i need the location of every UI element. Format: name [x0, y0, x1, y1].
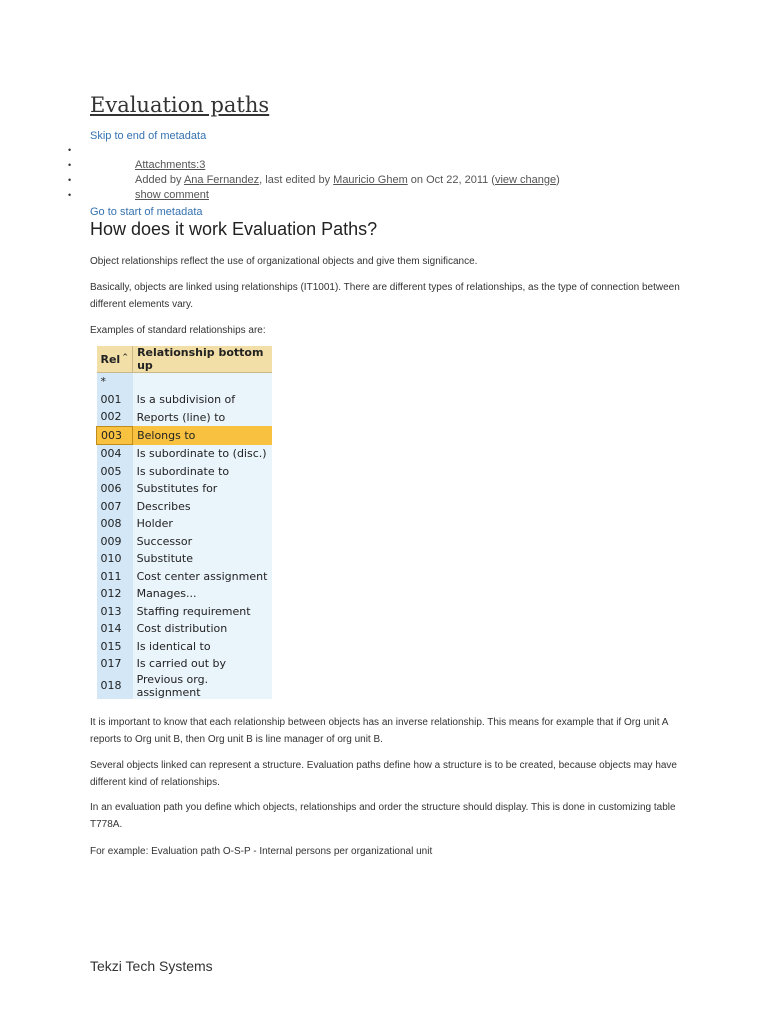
header-rel[interactable]: Rel ^: [97, 346, 133, 373]
rel-desc-cell: [133, 373, 273, 391]
rel-desc-cell: Is subordinate to: [133, 463, 273, 481]
table-header-row: [97, 346, 273, 373]
rel-desc-cell: Reports (line) to: [133, 408, 273, 426]
edited-by-label: , last edited by: [259, 174, 334, 186]
rel-desc-cell: Is subordinate to (disc.): [133, 445, 273, 463]
paragraph: For example: Evaluation path O-S-P - Internal persons per organizational unit: [90, 846, 433, 857]
paragraph: Basically, objects are linked using relationships (IT1001). There are different types of relationships, as the type of connection between different elements vary.: [90, 282, 680, 310]
paragraph: Several objects linked can represent a structure. Evaluation paths define how a structure is to be created, because objects may have different kind of relationships.: [90, 760, 677, 788]
rel-desc-cell: Cost center assignment: [133, 568, 273, 586]
rel-desc-cell: Substitutes for: [133, 480, 273, 498]
rel-desc-cell: Substitute: [133, 550, 273, 568]
rel-code-cell: 007: [97, 498, 133, 516]
rel-desc-cell: Is carried out by: [133, 655, 273, 673]
rel-desc-cell: Is a subdivision of: [133, 391, 273, 409]
bullet: •: [68, 145, 72, 155]
rel-code-cell: 006: [97, 480, 133, 498]
bullet: •: [68, 190, 72, 200]
header-relationship[interactable]: Relationship bottom up: [133, 346, 273, 373]
table-row[interactable]: [97, 620, 273, 638]
section-heading: How does it work Evaluation Paths?: [90, 219, 378, 239]
footer-brand: Tekzi Tech Systems: [90, 958, 213, 974]
bullet: •: [68, 160, 72, 170]
rel-desc-cell: Is identical to: [133, 638, 273, 656]
show-comment-link[interactable]: show comment: [135, 189, 209, 201]
rel-desc-cell: Successor: [133, 533, 273, 551]
rel-desc-cell: Staffing requirement: [133, 603, 273, 621]
editor-link[interactable]: Mauricio Ghem: [333, 174, 408, 186]
rel-desc-cell: Describes: [133, 498, 273, 516]
table-row[interactable]: [97, 408, 273, 426]
rel-code-cell: 001: [97, 391, 133, 409]
rel-code-cell: *: [97, 373, 133, 391]
table-row[interactable]: [97, 655, 273, 673]
rel-code-cell: 008: [97, 515, 133, 533]
table-row[interactable]: [97, 463, 273, 481]
rel-code-cell: 014: [97, 620, 133, 638]
rel-code-cell: 012: [97, 585, 133, 603]
skip-to-end-link[interactable]: Skip to end of metadata: [90, 130, 207, 142]
page-title[interactable]: Evaluation paths: [90, 93, 270, 117]
paragraph: Examples of standard relationships are:: [90, 325, 266, 336]
rel-code-cell: 005: [97, 463, 133, 481]
rel-code-cell: 017: [97, 655, 133, 673]
rel-code-cell: 004: [97, 445, 133, 463]
added-by-label: Added by: [135, 174, 184, 186]
table-row[interactable]: [97, 533, 273, 551]
edit-date: on Oct 22, 2011 (: [407, 174, 495, 186]
rel-code-cell: 003: [97, 426, 133, 445]
table-row[interactable]: [97, 638, 273, 656]
table-row[interactable]: [97, 391, 273, 409]
table-row[interactable]: [97, 603, 273, 621]
rel-code-cell: 013: [97, 603, 133, 621]
paragraph: In an evaluation path you define which objects, relationships and order the structure should display. This is done in customizing table T778A.: [90, 802, 676, 830]
table-row[interactable]: [97, 373, 273, 391]
attachments-link[interactable]: Attachments:3: [135, 159, 206, 171]
sort-icon: ^: [122, 352, 129, 361]
bullet: •: [68, 175, 72, 185]
close-paren: ): [556, 174, 560, 186]
table-row[interactable]: [97, 515, 273, 533]
table-row[interactable]: [97, 673, 273, 699]
go-to-start-link[interactable]: Go to start of metadata: [90, 206, 203, 218]
table-row[interactable]: [97, 426, 273, 445]
rel-desc-cell: Previous org. assignment: [133, 673, 273, 699]
rel-code-cell: 018: [97, 673, 133, 699]
rel-code-cell: 010: [97, 550, 133, 568]
view-change-link[interactable]: view change: [494, 174, 557, 186]
table-row[interactable]: [97, 568, 273, 586]
relationships-table: [96, 346, 272, 699]
rel-code-cell: 011: [97, 568, 133, 586]
table-row[interactable]: [97, 480, 273, 498]
rel-code-cell: 009: [97, 533, 133, 551]
table-row[interactable]: [97, 585, 273, 603]
rel-desc-cell: Belongs to: [133, 426, 273, 445]
rel-code-cell: 002: [97, 408, 133, 426]
author-link[interactable]: Ana Fernandez: [183, 174, 260, 186]
table-row[interactable]: [97, 550, 273, 568]
paragraph: It is important to know that each relationship between objects has an inverse relationship. This means for example that if Org unit A reports to Org unit B, then Org unit B is line manager of org unit B.: [90, 717, 668, 745]
paragraph: Object relationships reflect the use of organizational objects and give them significance.: [90, 256, 478, 267]
table-row[interactable]: [97, 498, 273, 516]
rel-desc-cell: Manages...: [133, 585, 273, 603]
rel-desc-cell: Holder: [133, 515, 273, 533]
rel-code-cell: 015: [97, 638, 133, 656]
rel-desc-cell: Cost distribution: [133, 620, 273, 638]
table-row[interactable]: [97, 445, 273, 463]
